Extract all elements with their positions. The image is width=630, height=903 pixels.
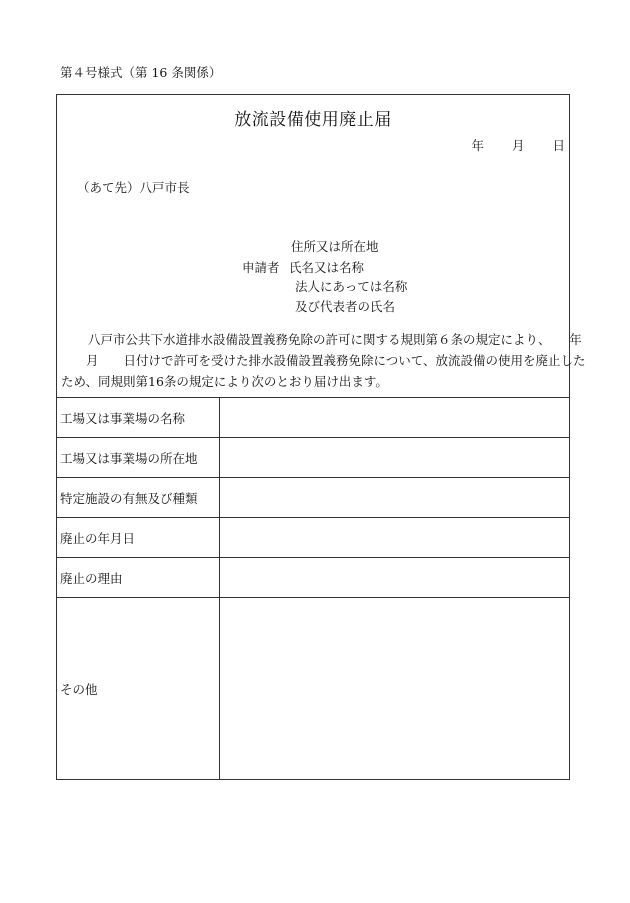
field-value-abolition-date[interactable] [220,518,570,558]
applicant-label: 申請者 [242,260,280,275]
field-label-abolition-reason: 廃止の理由 [57,558,220,598]
field-label-other: その他 [57,598,220,780]
field-value-abolition-reason[interactable] [220,558,570,598]
applicant-corp-note: 法人にあっては名称 [295,279,408,294]
field-value-facility-location[interactable] [220,438,570,478]
form-frame [56,94,586,780]
date-line [471,136,565,154]
notification-body [61,329,586,392]
addressee: （あて先）八戸市長 [77,180,190,195]
table-row [57,438,570,478]
body-line-2: 月 日付けで許可を受けた排水設備設置義務免除について、放流設備の使用を廃止した [61,353,586,368]
fields-table [56,397,570,780]
applicant-name-label: 氏名又は名称 [289,260,365,275]
field-label-specified-facility: 特定施設の有無及び種類 [57,478,220,518]
table-row [57,398,570,438]
body-line-1: 八戸市公共下水道排水設備設置義務免除の許可に関する規則第６条の規定により、 年 [88,332,582,347]
table-row [57,518,570,558]
table-row [57,478,570,518]
table-row [57,598,570,780]
body-line-3: ため、同規則第16条の規定により次のとおり届け出ます。 [61,374,388,389]
date-month-label: 月 [511,138,525,153]
page-title: 放流設備使用廃止届 [234,110,392,130]
field-value-facility-name[interactable] [220,398,570,438]
field-label-facility-location: 工場又は事業場の所在地 [57,438,220,478]
applicant-address-label: 住所又は所在地 [291,239,379,254]
applicant-name-row [242,258,364,276]
date-day-label: 日 [552,138,565,153]
date-year-label: 年 [471,138,484,153]
table-row [57,558,570,598]
field-label-facility-name: 工場又は事業場の名称 [57,398,220,438]
form-number: 第４号様式（第 16 条関係） [60,65,222,80]
applicant-representative-label: 及び代表者の氏名 [295,299,396,314]
field-value-specified-facility[interactable] [220,478,570,518]
field-value-other[interactable] [220,598,570,780]
field-label-abolition-date: 廃止の年月日 [57,518,220,558]
